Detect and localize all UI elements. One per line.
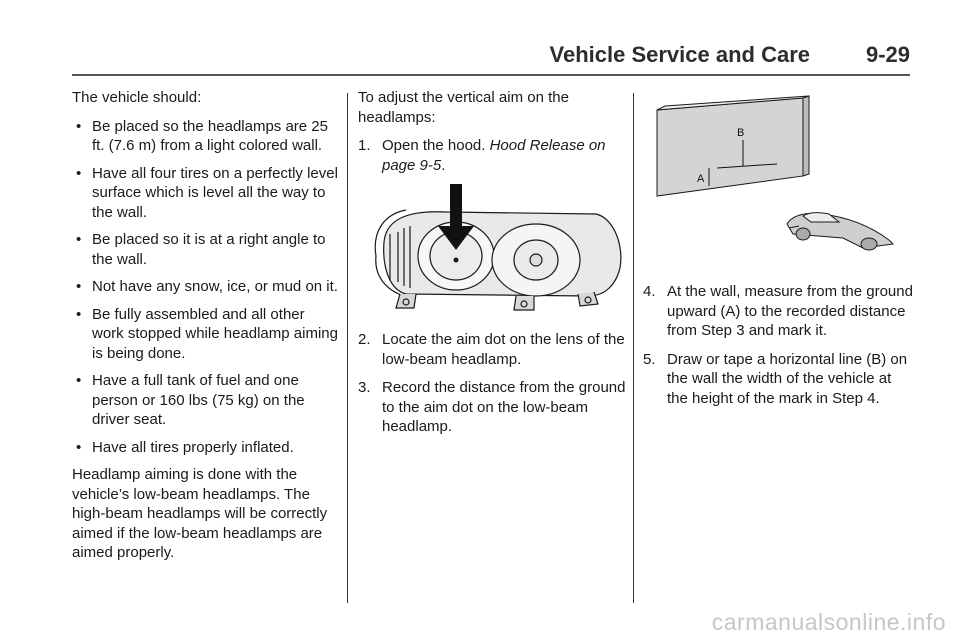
step-2 (358, 330, 630, 369)
section-title: Vehicle Service and Care (549, 42, 810, 67)
step-number: 5. (643, 350, 656, 368)
list-item: • Have all tires properly inflated. (72, 438, 340, 458)
step-text: Open the hood. (382, 137, 486, 154)
steps-list (643, 282, 913, 408)
step-text: At the wall, measure from the ground upward (A) to the recorded distance from Step 3 and mark it. (667, 283, 913, 339)
list-item: • Be placed so the headlamps are 25 ft. (7.6 m) from a light colored wall. (72, 117, 340, 156)
list-item: • Be placed so it is at a right angle to the wall. (72, 230, 340, 269)
column-middle (358, 88, 630, 446)
step-text: Draw or tape a horizontal line (B) on the wall the width of the vehicle at the height of the mark in Step 4. (667, 350, 908, 407)
label-a: A (697, 173, 705, 185)
closing-paragraph: Headlamp aiming is done with the vehicle’s low-beam headlamps. The high-beam headlamps will be correctly aimed if the low-beam headlamps are aimed properly. (72, 466, 328, 561)
step-number: 1. (358, 137, 371, 154)
step-text: Locate the aim dot on the lens of the low-beam headlamp. (382, 331, 625, 368)
column-right (643, 88, 913, 417)
watermark-text: carmanualsonline.info (711, 609, 946, 635)
intro-text: The vehicle should: (72, 89, 202, 106)
step-4 (643, 282, 913, 341)
step-number: 2. (358, 331, 371, 348)
list-item: • Have a full tank of fuel and one person or 160 lbs (75 kg) on the driver seat. (72, 371, 340, 430)
step-1 (358, 136, 630, 175)
page-number: 9-29 (865, 42, 910, 67)
intro-text: To adjust the vertical aim on the headlamps: (358, 89, 569, 126)
page-header (72, 36, 910, 72)
step-number: 3. (358, 379, 371, 396)
step-punct: . (441, 156, 446, 174)
cross-reference-link[interactable]: Hood Release on page 9-5 (382, 137, 606, 174)
header-rule (72, 74, 910, 76)
step-number: 4. (643, 283, 656, 300)
column-left (72, 88, 340, 572)
requirements-list (72, 117, 340, 458)
step-5 (643, 350, 913, 409)
wall-aim-illustration (643, 88, 911, 270)
column-divider (633, 93, 634, 603)
headlamp-illustration (366, 184, 628, 324)
label-b: B (737, 127, 745, 139)
list-item: • Have all four tires on a perfectly level surface which is level all the way to the wall. (72, 164, 340, 223)
list-item: • Not have any snow, ice, or mud on it. (72, 277, 340, 297)
list-item: • Be fully assembled and all other work stopped while headlamp aiming is being done. (72, 305, 340, 364)
column-divider (347, 93, 348, 603)
step-3 (358, 378, 630, 437)
steps-list-cont (358, 330, 630, 437)
step-text: Record the distance from the ground to the aim dot on the low-beam headlamp. (382, 379, 626, 435)
steps-list (358, 136, 630, 175)
